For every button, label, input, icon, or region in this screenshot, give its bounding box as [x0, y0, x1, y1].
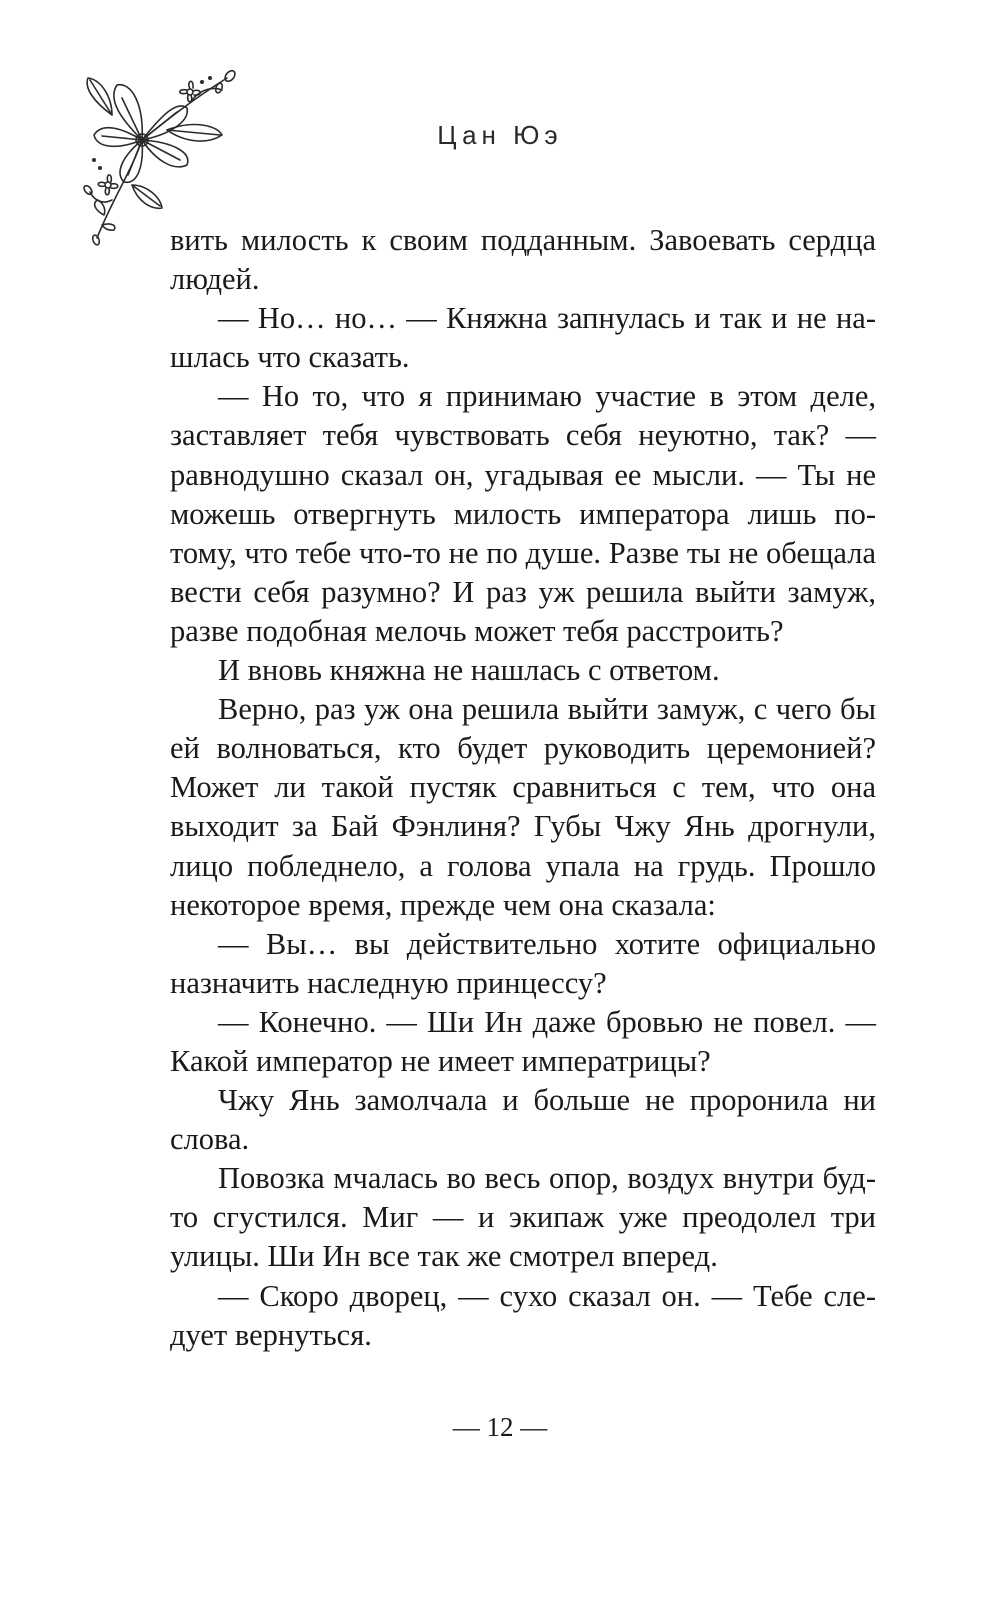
paragraph: Чжу Янь замолчала и больше не проронила ни слова. — [170, 1083, 876, 1157]
paragraph: — Конечно. — Ши Ин даже бровью не повел. — Какой император не имеет императрицы? — [170, 1004, 876, 1078]
paragraph: Верно, раз уж она решила выйти замуж, с чего бы ей волноваться, кто будет руководить церемонией? Может ли такой пустяк сравниться с тем, что она выходит за Бай Фэнлиня? Губы Чжу Янь дрогнули, лицо побледнело, а голова упала на грудь. Прошло некоторое время, прежде чем она сказала: — [170, 692, 876, 922]
paragraph: Повозка мчалась во весь опор, воздух внутри будто сгустился. Миг — и экипаж уже преодолел три улицы. Ши Ин все так же смотрел вперед. — [170, 1161, 876, 1274]
paragraph: вить милость к своим подданным. Завоевать сердца людей. — [170, 223, 876, 297]
paragraph: — Но то, что я принимаю участие в этом деле, заставляет тебя чувствовать себя неуютно, так? — равнодушно сказал он, угадывая ее мысли. — Ты не можешь отвергнуть милость императора лишь потому, что тебе что-то не по душе. Разве ты не обещала вести себя разумно? И раз уж решила выйти замуж, разве подобная мелочь может тебя расстроить? — [170, 379, 876, 648]
paragraph: — Вы… вы действительно хотите официально назначить наследную принцессу? — [170, 926, 876, 1000]
paragraph: И вновь княжна не нашлась с ответом. — [218, 653, 720, 688]
paragraph: — Скоро дворец, — сухо сказал он. — Тебе следует вернуться. — [170, 1278, 876, 1352]
page-number: — 12 — — [452, 1412, 548, 1442]
paragraph: — Но… но… — Княжна запнулась и так и не нашлась что сказать. — [170, 301, 876, 375]
running-head: Цан Юэ — [437, 120, 563, 150]
body-text — [170, 221, 876, 1355]
